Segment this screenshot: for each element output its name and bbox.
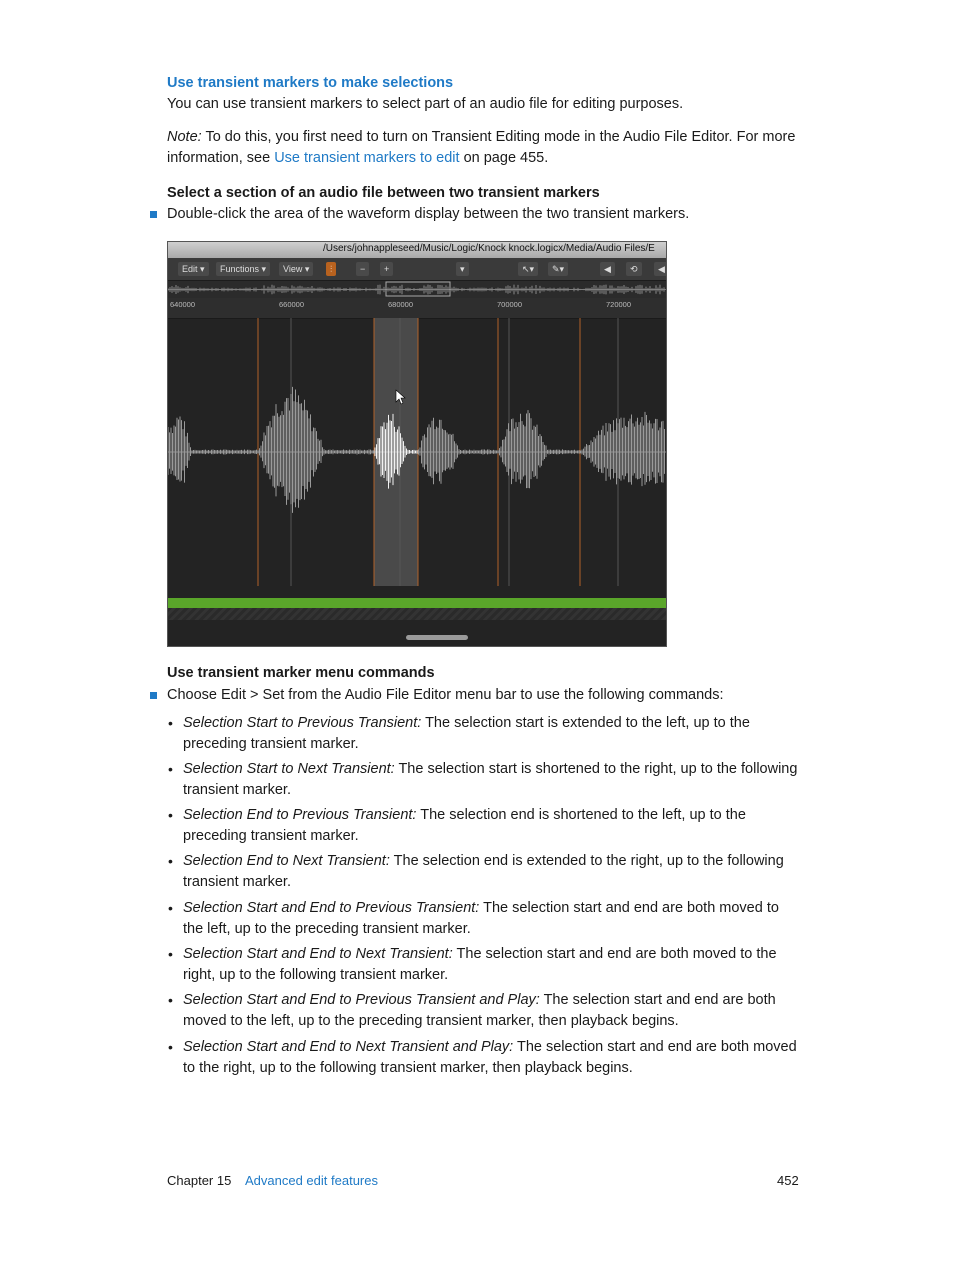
horizontal-scrollbar[interactable] — [406, 635, 468, 640]
edit-menu[interactable]: Edit ▾ — [178, 262, 209, 276]
region-bar — [168, 598, 666, 608]
transient-icon[interactable]: ⫶ — [326, 262, 336, 276]
task-heading: Select a section of an audio file between two transient markers — [167, 185, 600, 201]
command-desc: The selection end is extended to the right, up to the following transient marker. — [183, 853, 784, 890]
zoom-out-icon[interactable]: − — [356, 262, 369, 276]
command-item — [183, 990, 803, 1032]
editor-toolbar — [168, 258, 666, 281]
note-tail: on page 455. — [459, 150, 549, 166]
list-bullet: • — [168, 900, 173, 916]
command-item — [183, 1037, 803, 1079]
note-paragraph — [167, 127, 807, 169]
ruler-tick: 660000 — [279, 300, 305, 309]
command-item — [183, 713, 803, 755]
command-term: Selection Start to Previous Transient: — [183, 715, 422, 731]
command-desc: The selection start is extended to the left, up to the preceding transient marker. — [183, 715, 750, 752]
sample-ruler[interactable] — [168, 298, 666, 319]
command-term: Selection End to Previous Transient: — [183, 807, 417, 823]
bullet-square-icon — [150, 692, 157, 699]
list-bullet: • — [168, 946, 173, 962]
waveform-overview[interactable] — [168, 281, 666, 298]
list-bullet: • — [168, 761, 173, 777]
intro-paragraph: You can use transient markers to select part of an audio file for editing purposes. — [167, 96, 684, 112]
footer-chapter: Chapter 15 — [167, 1173, 232, 1188]
task-step: Double-click the area of the waveform display between the two transient markers. — [167, 206, 690, 222]
command-desc: The selection start and end are both moved to the right, up to the following transient marker. — [183, 946, 777, 983]
command-item — [183, 759, 803, 801]
speaker-icon[interactable]: ◀ — [600, 262, 615, 276]
command-desc: The selection start is shortened to the right, up to the following transient marker. — [183, 761, 798, 798]
cycle-icon[interactable]: ⟲ — [626, 262, 642, 276]
section-heading: Use transient markers to make selections — [167, 75, 454, 91]
overview-wave — [168, 281, 666, 298]
command-item — [183, 898, 803, 940]
page-number: 452 — [777, 1173, 799, 1188]
note-label: Note: — [167, 129, 202, 145]
command-desc: The selection start and end are both moved to the left, up to the preceding transient marker. — [183, 900, 779, 937]
command-desc: The selection end is shortened to the left, up to the preceding transient marker. — [183, 807, 746, 844]
command-term: Selection End to Next Transient: — [183, 853, 390, 869]
command-item — [183, 944, 803, 986]
command-term: Selection Start to Next Transient: — [183, 761, 395, 777]
waveform-svg — [168, 318, 666, 586]
command-term: Selection Start and End to Previous Transient and Play: — [183, 992, 540, 1008]
ruler-tick: 720000 — [606, 300, 632, 309]
command-desc: The selection start and end are both moved to the left, up to the preceding transient marker, then playback begins. — [183, 992, 776, 1029]
footer-chapter-link[interactable]: Advanced edit features — [245, 1173, 378, 1188]
file-path: /Users/johnappleseed/Music/Logic/Knock knock.logicx/Media/Audio Files/E — [323, 243, 655, 254]
note-link[interactable]: Use transient markers to edit — [274, 150, 460, 166]
command-item — [183, 805, 803, 847]
view-menu[interactable]: View ▾ — [279, 262, 313, 276]
list-bullet: • — [168, 807, 173, 823]
functions-menu[interactable]: Functions ▾ — [216, 262, 270, 276]
task-heading-2: Use transient marker menu commands — [167, 665, 435, 681]
list-bullet: • — [168, 1039, 173, 1055]
bullet-square-icon — [150, 211, 157, 218]
list-bullet: • — [168, 715, 173, 731]
pencil-tool-icon[interactable]: ✎▾ — [548, 262, 568, 276]
waveform-display[interactable] — [168, 318, 666, 586]
list-bullet: • — [168, 853, 173, 869]
ruler-tick: 640000 — [170, 300, 196, 309]
zoom-in-icon[interactable]: + — [380, 262, 393, 276]
command-item — [183, 851, 803, 893]
pointer-tool-icon[interactable]: ↖▾ — [518, 262, 538, 276]
ruler-tick: 700000 — [497, 300, 523, 309]
snap-icon[interactable]: ▾ — [456, 262, 469, 276]
window-titlebar — [168, 242, 666, 258]
note-text: To do this, you first need to turn on Transient Editing mode in the Audio File Editor. For more information, see — [167, 129, 796, 166]
command-desc: The selection start and end are both moved to the right, up to the following transient marker, then playback begins. — [183, 1039, 797, 1076]
audio-file-editor-screenshot — [167, 241, 667, 647]
ruler-tick: 680000 — [388, 300, 414, 309]
hatched-lane — [168, 608, 666, 620]
command-term: Selection Start and End to Previous Transient: — [183, 900, 480, 916]
command-term: Selection Start and End to Next Transient: — [183, 946, 453, 962]
play-icon[interactable]: ◀ — [654, 262, 667, 276]
command-term: Selection Start and End to Next Transient and Play: — [183, 1039, 514, 1055]
list-bullet: • — [168, 992, 173, 1008]
task-step-2: Choose Edit > Set from the Audio File Editor menu bar to use the following commands: — [167, 687, 724, 703]
